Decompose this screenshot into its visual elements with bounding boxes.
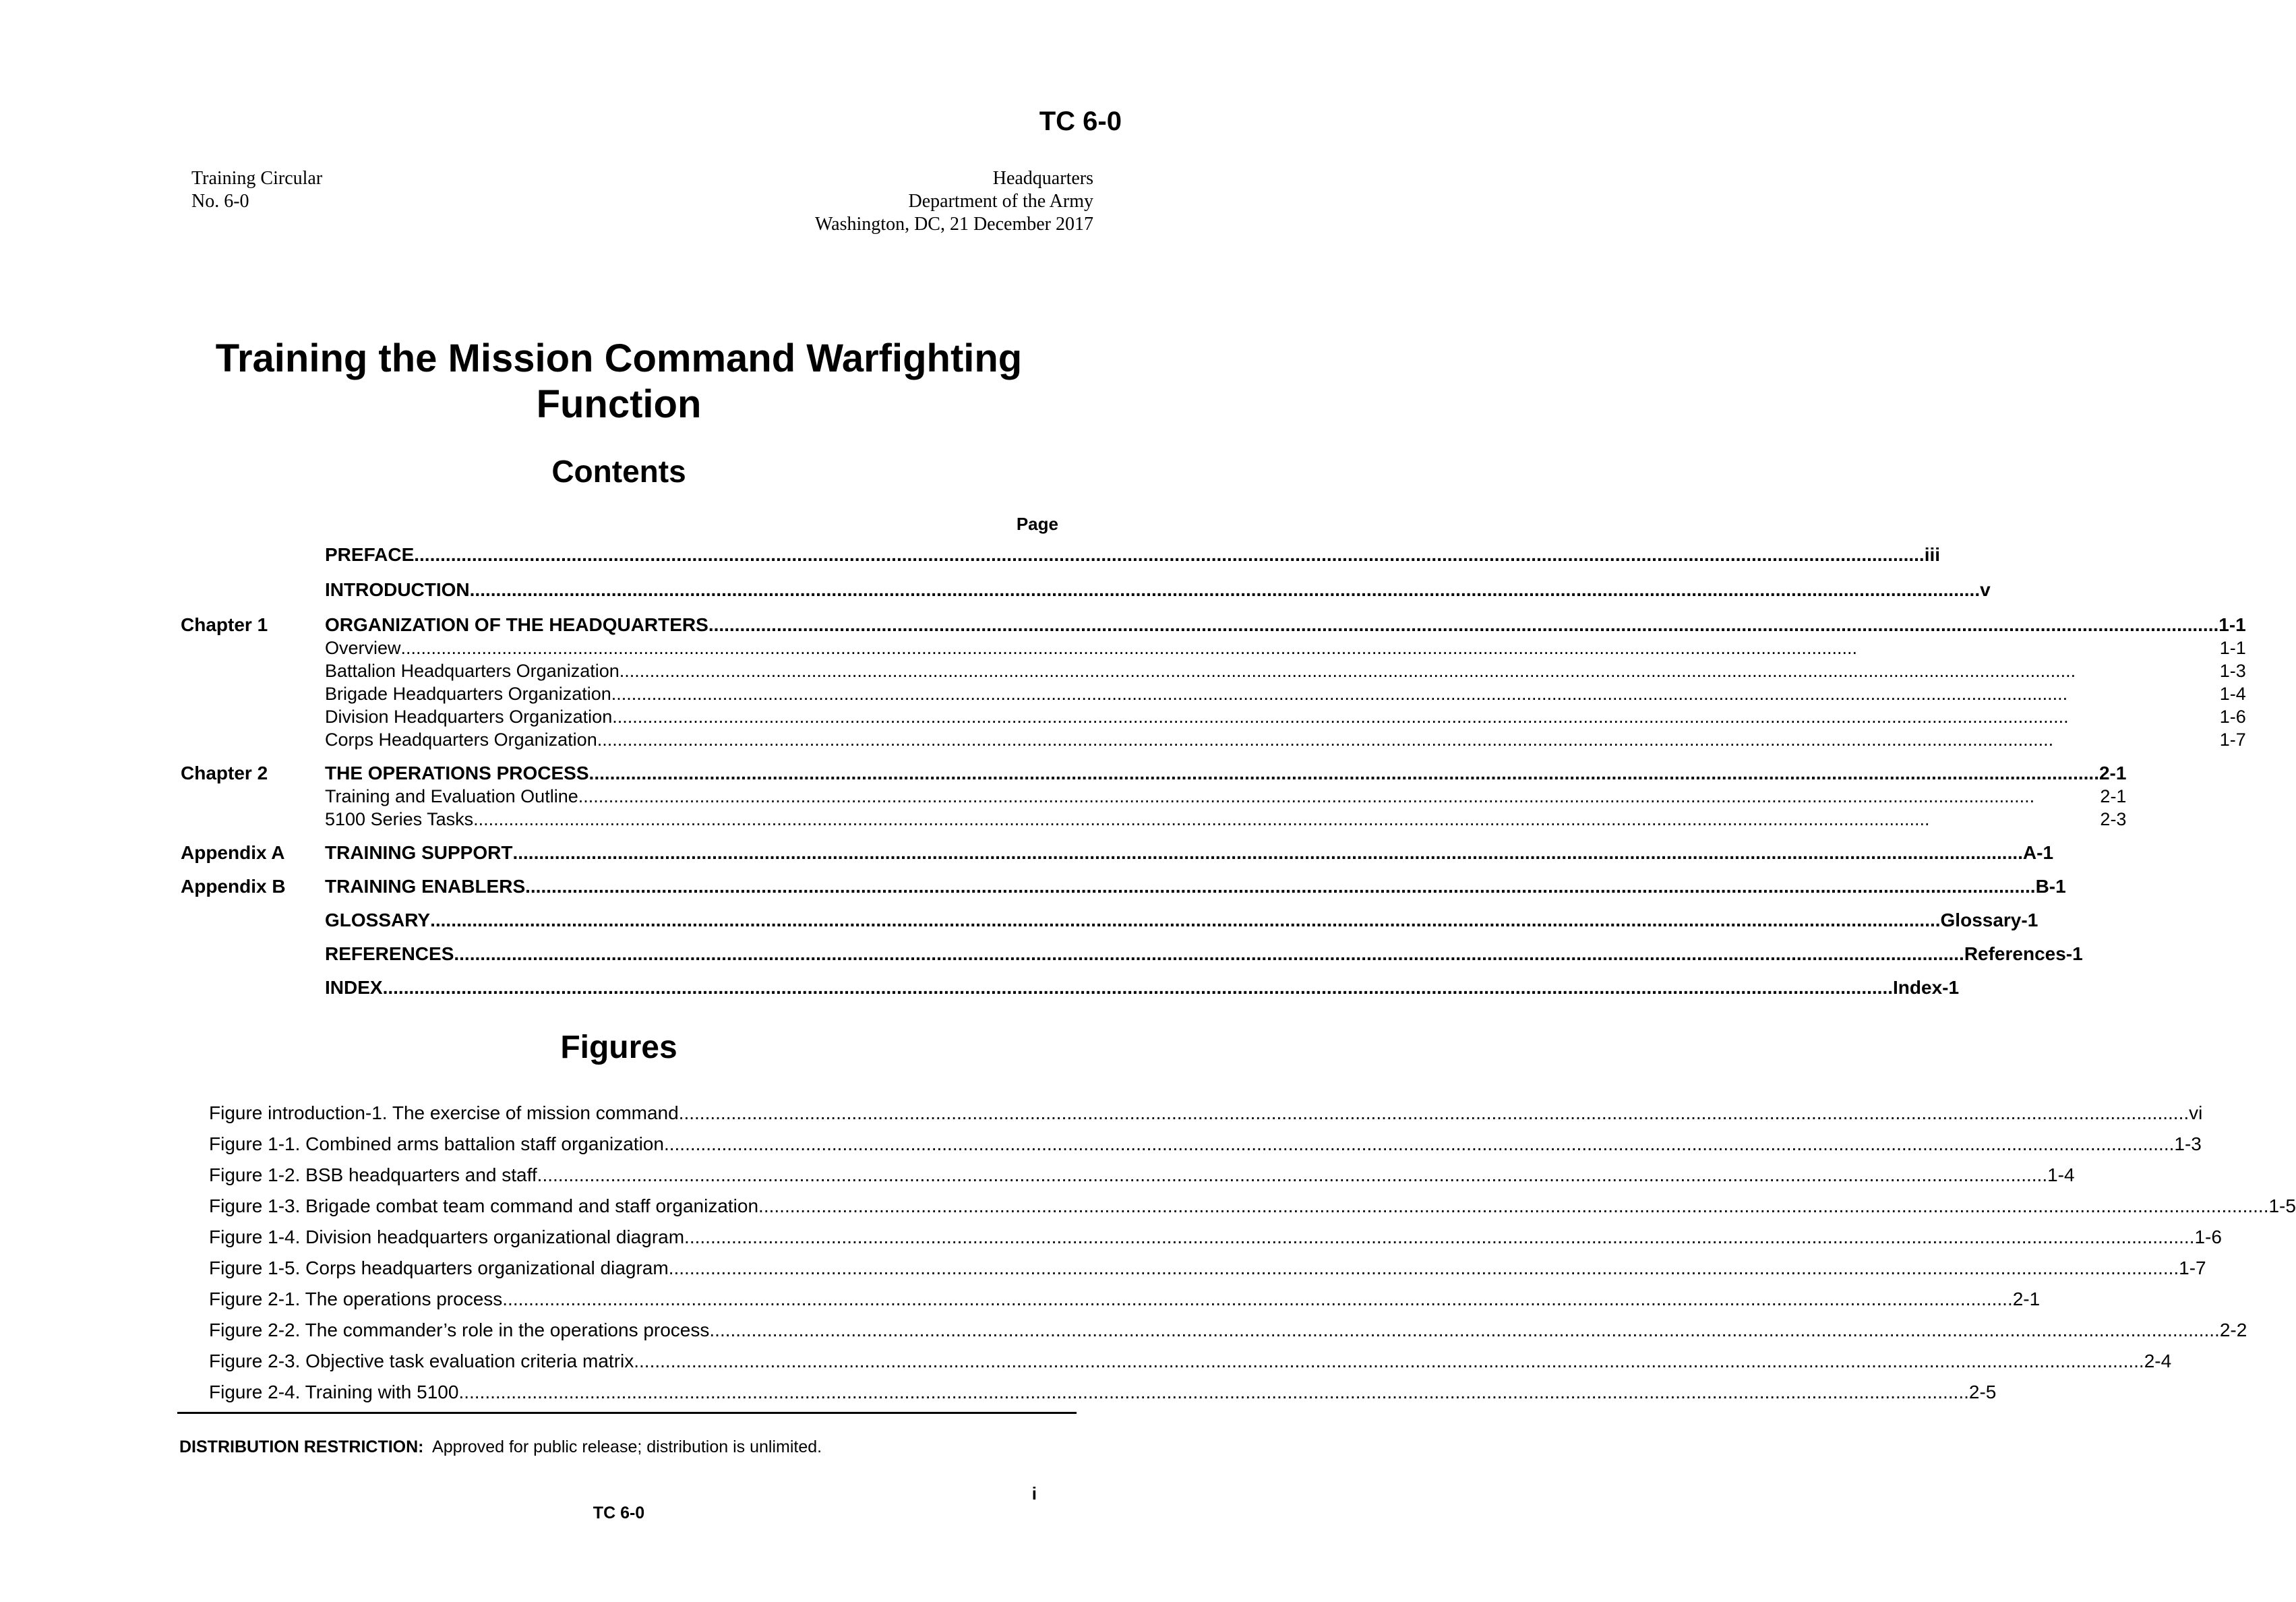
toc-page: 1-7: [2219, 730, 2246, 750]
toc-entry: [181, 543, 1941, 566]
toc-heading-line[interactable]: [325, 543, 1940, 566]
page-number: i: [1031, 1483, 1037, 1504]
footer-rule: [177, 1412, 1077, 1414]
dot-leader: [669, 1253, 2179, 1284]
dot-leader: [502, 1284, 2012, 1315]
header-right-line: Washington, DC, 21 December 2017: [815, 214, 1093, 235]
toc-page: 1-1: [2219, 638, 2246, 658]
toc-page: Index-1: [1893, 977, 1960, 998]
toc-title: GLOSSARY: [325, 910, 431, 930]
toc-sub-line[interactable]: [325, 728, 2246, 751]
dot-leader: [708, 614, 2218, 636]
toc-title: REFERENCES: [325, 943, 454, 964]
figure-entry[interactable]: [209, 1191, 2296, 1222]
figure-page: 1-7: [2179, 1257, 2206, 1278]
figure-page: 2-4: [2144, 1351, 2172, 1371]
dot-leader: [684, 1222, 2194, 1253]
toc-entry-label: Appendix B: [181, 876, 286, 897]
toc-page: 2-3: [2100, 809, 2127, 829]
dot-leader: [612, 705, 2219, 728]
toc-entry: [181, 614, 2246, 751]
toc-title: Corps Headquarters Organization: [325, 730, 597, 750]
toc-title: Division Headquarters Organization: [325, 707, 613, 727]
dot-leader: [512, 841, 2022, 864]
toc-title: TRAINING ENABLERS: [325, 876, 526, 897]
figure-entry[interactable]: [209, 1377, 1997, 1408]
toc-page: 2-1: [2098, 763, 2127, 783]
footer-publication-id: TC 6-0: [593, 1504, 645, 1522]
publication-id: TC 6-0: [1039, 107, 1122, 136]
figure-page: 1-6: [2194, 1226, 2222, 1247]
dot-leader: [589, 762, 2099, 785]
figure-entry[interactable]: [209, 1284, 2041, 1315]
toc-heading-line[interactable]: [325, 909, 2038, 932]
figure-entry[interactable]: [209, 1129, 2202, 1160]
figure-page: vi: [2189, 1102, 2203, 1123]
toc-page: B-1: [2035, 876, 2066, 897]
header-left: [191, 167, 322, 213]
figure-entry[interactable]: [209, 1346, 2172, 1377]
dot-leader: [401, 636, 2220, 659]
toc-heading-line[interactable]: [325, 943, 2083, 966]
toc-heading-line[interactable]: [325, 841, 2053, 864]
figure-entry[interactable]: [209, 1098, 2203, 1129]
toc-page: Glossary-1: [1940, 910, 2038, 930]
toc-entry: [181, 762, 2127, 831]
toc-heading-line[interactable]: [325, 578, 1991, 601]
dot-leader: [525, 875, 2035, 898]
dot-leader: [679, 1098, 2189, 1129]
toc-sub-line[interactable]: [325, 808, 2126, 831]
table-of-contents: [181, 543, 2246, 999]
dot-leader: [597, 728, 2220, 751]
dot-leader: [620, 659, 2220, 682]
figure-entry[interactable]: [209, 1222, 2222, 1253]
figure-page: 2-5: [1968, 1382, 1997, 1402]
dot-leader: [383, 976, 1893, 999]
figure-title: Figure introduction-1. The exercise of mission command: [209, 1102, 679, 1123]
toc-sub-line[interactable]: [325, 659, 2246, 682]
dot-leader: [430, 909, 1940, 932]
toc-title: ORGANIZATION OF THE HEADQUARTERS: [325, 614, 708, 635]
toc-page: 1-1: [2218, 614, 2246, 635]
dot-leader: [611, 682, 2220, 705]
toc-title: Brigade Headquarters Organization: [325, 684, 611, 704]
toc-entry: [181, 976, 1960, 999]
dot-leader: [634, 1346, 2144, 1377]
title-line: Function: [536, 382, 702, 426]
header-right-line: Department of the Army: [908, 191, 1093, 212]
toc-title: Overview: [325, 638, 401, 658]
toc-entry-label: Appendix A: [181, 842, 285, 863]
distribution-text: Approved for public release; distribution is unlimited.: [432, 1437, 822, 1456]
dot-leader: [578, 785, 2101, 808]
figure-page: 1-5: [2268, 1195, 2296, 1216]
toc-page: 1-6: [2219, 707, 2246, 727]
figure-page: 2-2: [2219, 1319, 2247, 1340]
toc-entry: [181, 943, 2083, 966]
toc-page: 2-1: [2100, 786, 2127, 806]
toc-entry-label: Chapter 1: [181, 614, 268, 635]
figure-title: Figure 1-2. BSB headquarters and staff: [209, 1164, 537, 1185]
figure-entry[interactable]: [209, 1253, 2206, 1284]
toc-heading-line[interactable]: [325, 976, 1959, 999]
toc-sub-line[interactable]: [325, 682, 2246, 705]
header-left-line: Training Circular: [191, 168, 323, 189]
dot-leader: [470, 578, 1980, 601]
dot-leader: [664, 1129, 2174, 1160]
header-left-line: No. 6-0: [191, 191, 249, 212]
toc-title: THE OPERATIONS PROCESS: [325, 763, 589, 783]
dot-leader: [758, 1191, 2268, 1222]
toc-page: iii: [1924, 544, 1941, 565]
figure-title: Figure 1-5. Corps headquarters organizational diagram: [209, 1257, 669, 1278]
figure-title: Figure 1-4. Division headquarters organizational diagram: [209, 1226, 685, 1247]
figure-title: Figure 2-2. The commander’s role in the operations process: [209, 1319, 710, 1340]
toc-title: INTRODUCTION: [325, 579, 470, 600]
figure-title: Figure 2-3. Objective task evaluation criteria matrix: [209, 1351, 634, 1371]
document-title: [0, 336, 1238, 427]
toc-entry: [181, 578, 1991, 601]
dot-leader: [414, 543, 1924, 566]
distribution-label: DISTRIBUTION RESTRICTION:: [179, 1437, 424, 1456]
dot-leader: [473, 808, 2100, 831]
distribution-restriction: [179, 1437, 822, 1457]
toc-sub-line[interactable]: [325, 785, 2126, 808]
toc-entry: [181, 909, 2038, 932]
figure-title: Figure 2-1. The operations process: [209, 1288, 503, 1309]
toc-title: PREFACE: [325, 544, 415, 565]
figure-page: 1-3: [2174, 1133, 2202, 1154]
toc-title: 5100 Series Tasks: [325, 809, 474, 829]
dot-leader: [454, 943, 1964, 966]
page-column-label: Page: [1016, 514, 1058, 534]
toc-page: v: [1980, 579, 1991, 600]
figure-title: Figure 1-1. Combined arms battalion staff organization: [209, 1133, 664, 1154]
toc-heading-line[interactable]: [325, 762, 2126, 785]
header-right-line: Headquarters: [992, 168, 1093, 189]
toc-entry-label: Chapter 2: [181, 763, 268, 783]
list-of-figures: [209, 1098, 2296, 1408]
contents-heading: Contents: [551, 454, 686, 489]
toc-title: Training and Evaluation Outline: [325, 786, 578, 806]
toc-title: TRAINING SUPPORT: [325, 842, 513, 863]
toc-sub-line[interactable]: [325, 705, 2246, 728]
header-right: [815, 167, 1093, 236]
dot-leader: [537, 1160, 2047, 1191]
toc-page: 1-3: [2219, 661, 2246, 681]
figure-page: 2-1: [2012, 1288, 2041, 1309]
dot-leader: [709, 1315, 2219, 1346]
figure-entry[interactable]: [209, 1315, 2247, 1346]
figure-entry[interactable]: [209, 1160, 2075, 1191]
figures-heading: Figures: [560, 1030, 677, 1065]
toc-entry: [181, 841, 2054, 864]
dot-leader: [458, 1377, 1968, 1408]
title-line: Training the Mission Command Warfighting: [215, 336, 1023, 380]
toc-page: 1-4: [2219, 684, 2246, 704]
toc-heading-line[interactable]: [325, 614, 2246, 636]
figure-title: Figure 1-3. Brigade combat team command and staff organization: [209, 1195, 759, 1216]
toc-title: INDEX: [325, 977, 383, 998]
toc-page: A-1: [2022, 842, 2054, 863]
toc-heading-line[interactable]: [325, 875, 2066, 898]
toc-entry: [181, 875, 2066, 898]
toc-sub-line[interactable]: [325, 636, 2246, 659]
figure-title: Figure 2-4. Training with 5100: [209, 1382, 459, 1402]
figure-page: 1-4: [2047, 1164, 2075, 1185]
toc-title: Battalion Headquarters Organization: [325, 661, 620, 681]
toc-page: References-1: [1964, 943, 2083, 964]
